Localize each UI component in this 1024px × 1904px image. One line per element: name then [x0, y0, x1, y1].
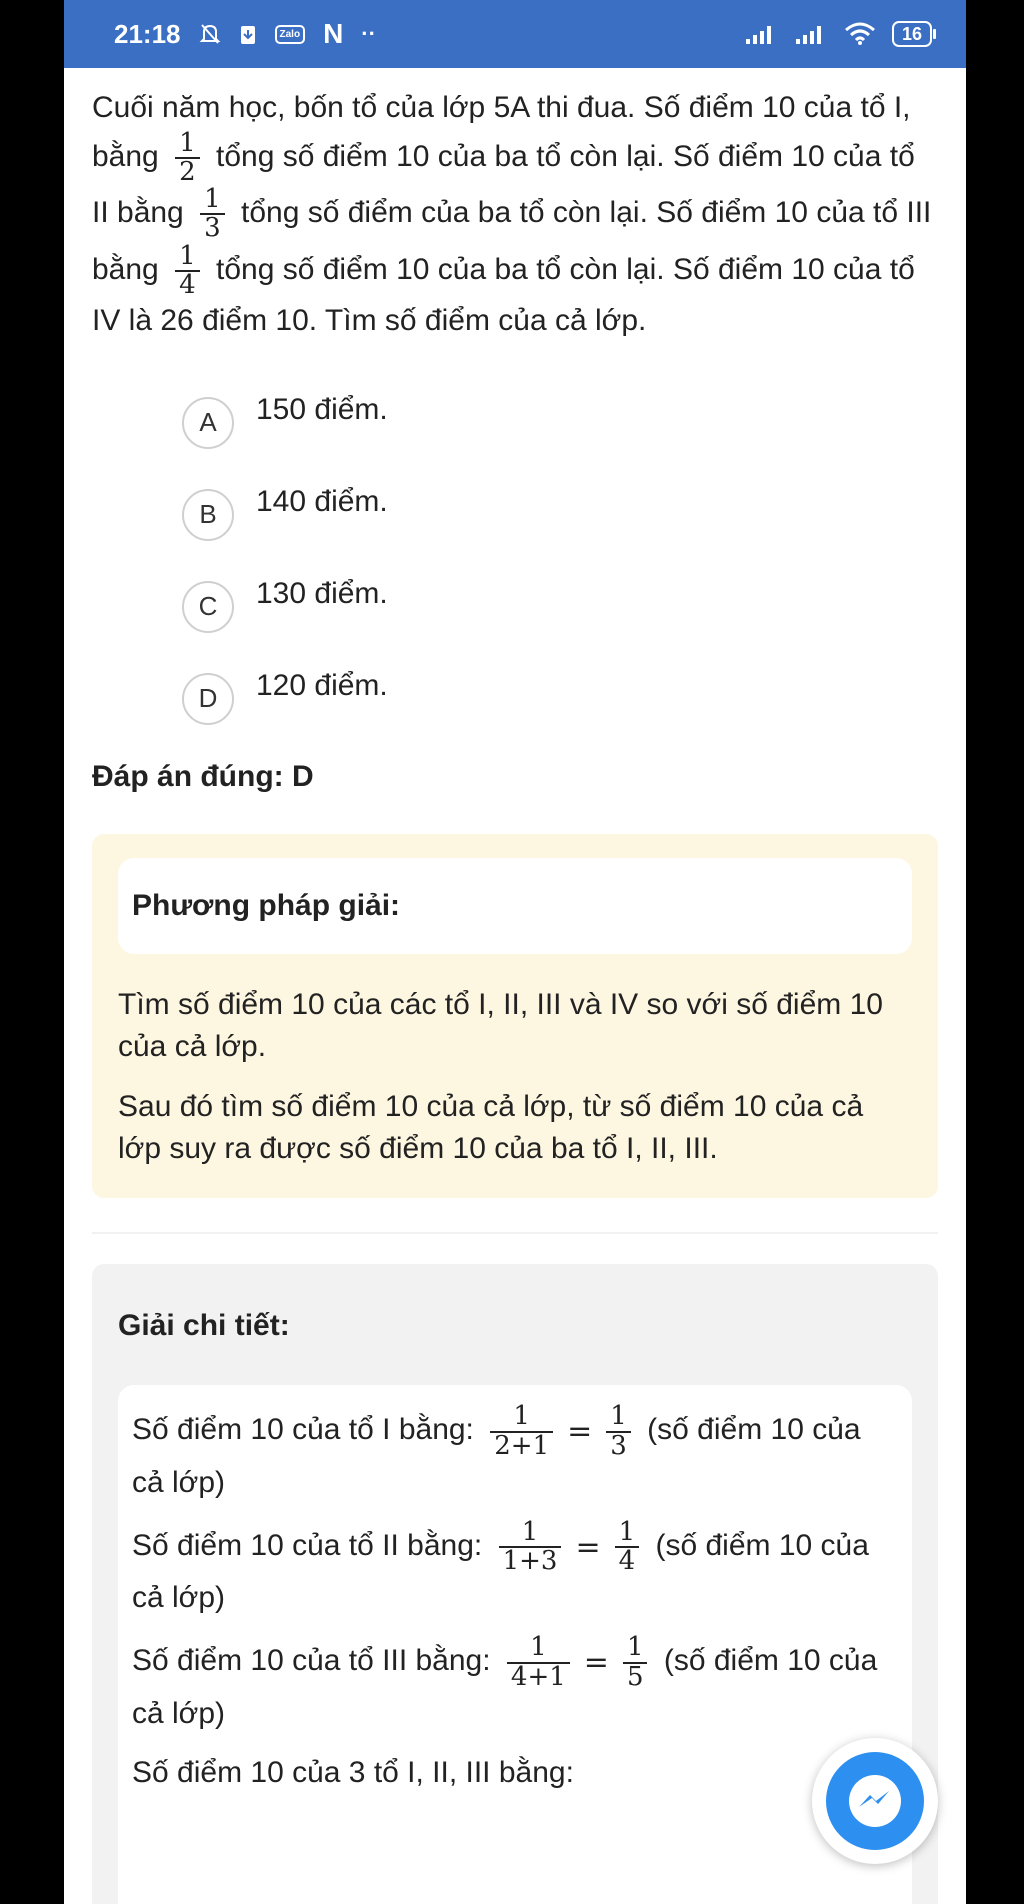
alarm-off-icon	[199, 22, 221, 46]
line-prefix: Số điểm 10 của tổ II bằng:	[132, 1529, 483, 1563]
line-prefix: Số điểm 10 của tổ III bằng:	[132, 1644, 491, 1678]
option-b[interactable]	[182, 463, 938, 555]
fraction-1-2	[175, 127, 200, 187]
option-d[interactable]	[182, 647, 938, 739]
fraction-result	[606, 1403, 631, 1460]
detail-line-4: Số điểm 10 của 3 tổ I, II, III bằng:	[132, 1756, 574, 1790]
detail-title: Giải chi tiết:	[118, 1308, 290, 1342]
frac-num: 1	[179, 240, 196, 271]
frac-num: 1	[521, 1516, 539, 1547]
frac-num: 1	[618, 1516, 636, 1547]
option-letter[interactable]: C	[182, 581, 234, 633]
frac-den: 4+1	[507, 1662, 570, 1691]
equals-sign: =	[575, 1529, 601, 1565]
detail-card	[118, 1385, 912, 1904]
answer-options	[182, 371, 938, 739]
fraction-result	[615, 1516, 640, 1577]
frac-num: 1	[179, 127, 196, 158]
frac-num: 1	[610, 1401, 627, 1432]
option-c[interactable]	[182, 555, 938, 647]
phone-screen	[64, 0, 966, 1904]
frac-num: 1	[530, 1632, 547, 1663]
line-suffix: (số điểm 10 của cả lớp)	[132, 1529, 869, 1615]
fraction	[499, 1516, 562, 1577]
zalo-icon: Zalo	[275, 25, 306, 44]
equals-sign: =	[567, 1414, 593, 1450]
option-letter[interactable]: A	[182, 397, 234, 449]
method-paragraph-2: Sau đó tìm số điểm 10 của cả lớp, từ số điểm 10 của cả lớp suy ra được số điểm 10 của ba tổ I, II, III.	[118, 1089, 864, 1165]
option-letter[interactable]: B	[182, 489, 234, 541]
status-time: 21:18	[114, 18, 181, 49]
method-paragraph-1: Tìm số điểm 10 của các tổ I, II, III và IV so với số điểm 10 của cả lớp.	[118, 987, 883, 1063]
detail-section	[92, 1264, 938, 1904]
frac-den: 1+3	[499, 1546, 562, 1575]
fraction-1-4	[175, 240, 200, 300]
divider	[92, 1232, 938, 1234]
equals-sign: =	[583, 1645, 609, 1681]
option-letter[interactable]: D	[182, 673, 234, 725]
detail-line-2	[132, 1516, 898, 1621]
line-suffix: (số điểm 10 của cả lớp)	[132, 1644, 878, 1731]
frac-den: 3	[200, 213, 225, 242]
more-dots-icon: ··	[361, 21, 376, 46]
detail-line-1	[132, 1403, 898, 1505]
wifi-icon	[844, 22, 876, 46]
option-a[interactable]	[182, 371, 938, 463]
n-app-icon: N	[323, 18, 344, 49]
frac-num: 1	[626, 1632, 644, 1663]
download-icon	[239, 22, 257, 46]
fraction-result	[623, 1634, 648, 1691]
method-title: Phương pháp giải:	[118, 858, 912, 954]
method-section	[92, 834, 938, 1198]
fraction	[507, 1634, 570, 1691]
question-part-1: Cuối năm học, bốn tổ của lớp 5A thi đua. Số điểm 10 của tổ I, bằng	[92, 91, 911, 173]
frac-den: 2	[175, 157, 200, 186]
fraction-1-3	[200, 186, 225, 243]
frac-num: 1	[513, 1401, 530, 1432]
line-prefix: Số điểm 10 của tổ I bằng:	[132, 1413, 474, 1447]
frac-den: 4	[175, 270, 200, 299]
option-text[interactable]: 140 điểm.	[256, 485, 388, 519]
detail-line-3	[132, 1634, 898, 1736]
question-part-3: tổng số điểm của ba tổ còn lại. Số điểm 10 của tổ III bằng	[92, 196, 932, 286]
question-part-2: tổng số điểm 10 của ba tổ còn lại. Số điểm 10 của tổ II bằng	[92, 139, 915, 230]
option-text[interactable]: 120 điểm.	[256, 669, 388, 703]
line-suffix: (số điểm 10 của cả lớp)	[132, 1413, 861, 1499]
signal-icon-1	[744, 23, 778, 45]
frac-den: 4	[615, 1546, 640, 1575]
frac-den: 5	[623, 1662, 648, 1691]
messenger-chat-button[interactable]	[812, 1738, 938, 1864]
main-content	[64, 68, 966, 1904]
option-text[interactable]: 150 điểm.	[256, 393, 388, 427]
option-text[interactable]: 130 điểm.	[256, 577, 388, 611]
frac-num: 1	[204, 184, 221, 215]
frac-den: 3	[606, 1431, 631, 1460]
battery-icon: 16	[892, 21, 932, 47]
status-bar	[64, 0, 966, 68]
fraction	[490, 1403, 553, 1460]
question-text	[92, 86, 938, 343]
messenger-icon[interactable]	[826, 1752, 924, 1850]
frac-den: 2+1	[490, 1431, 553, 1460]
signal-icon-2	[794, 23, 828, 45]
question-part-4: tổng số điểm 10 của ba tổ còn lại. Số điểm 10 của tổ IV là 26 điểm 10. Tìm số điểm của cả lớp.	[92, 252, 915, 338]
correct-answer: Đáp án đúng: D	[92, 759, 314, 793]
